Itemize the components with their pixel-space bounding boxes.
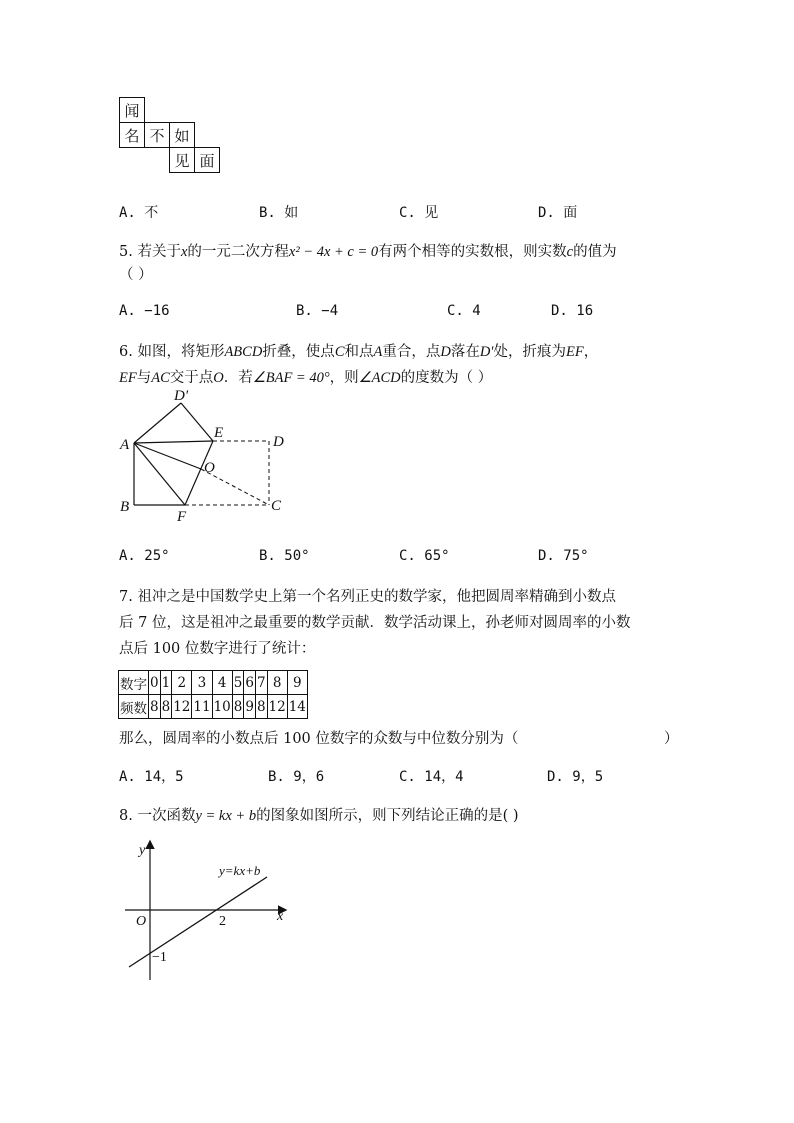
q5-option-a[interactable]: A. −16 xyxy=(119,303,170,319)
q7-stem-line1: 7. 祖冲之是中国数学史上第一个名列正史的数学家，他把圆周率精确到小数点 xyxy=(119,589,616,605)
x-axis-label: x xyxy=(277,909,284,924)
text: 的图象如图所示，则下列结论正确的是( ) xyxy=(256,808,519,824)
math-var: ABCD xyxy=(224,344,263,360)
text: 有两个相等的实数根，则实数 xyxy=(378,244,567,260)
q7-option-a[interactable]: A. 14，5 xyxy=(119,769,184,785)
table-cell: 5 xyxy=(232,671,244,695)
equation: x² − 4x + c = 0 xyxy=(288,244,379,260)
table-cell: 8 xyxy=(149,695,161,719)
q6-option-c[interactable]: C. 65° xyxy=(399,548,450,564)
text: ， xyxy=(583,344,599,360)
q7-option-b[interactable]: B. 9，6 xyxy=(268,769,325,785)
text: 折叠，使点 xyxy=(262,344,335,360)
linear-function-graph xyxy=(115,838,295,988)
table-cell: 7 xyxy=(255,671,267,695)
table-cell: 0 xyxy=(149,671,161,695)
q7-option-d[interactable]: D. 9，5 xyxy=(547,769,604,785)
math-var: EF xyxy=(119,370,137,386)
math-var: x xyxy=(180,244,188,260)
q5-option-b[interactable]: B. −4 xyxy=(296,303,339,319)
q6-stem-line1 xyxy=(119,340,598,361)
q5-option-c[interactable]: C. 4 xyxy=(447,303,481,319)
table-cell: 12 xyxy=(267,695,287,719)
math-var: A xyxy=(373,344,383,360)
label-f: F xyxy=(177,509,187,525)
table-cell: 8 xyxy=(255,695,267,719)
label-o: O xyxy=(204,460,215,476)
text: 的一元二次方程 xyxy=(187,244,289,260)
math-var: C xyxy=(334,344,345,360)
table-cell: 1 xyxy=(160,671,172,695)
q7-question-end: ） xyxy=(664,731,679,747)
q6-option-d[interactable]: D. 75° xyxy=(538,548,589,564)
q5-stem xyxy=(119,240,617,261)
x-tick-label: 2 xyxy=(219,914,226,929)
math-var: D′ xyxy=(479,344,494,360)
q4-option-d[interactable]: D. 面 xyxy=(538,205,578,221)
table-cell: 8 xyxy=(160,695,172,719)
table-cell: 14 xyxy=(287,695,307,719)
q6-option-a[interactable]: A. 25° xyxy=(119,548,170,564)
text: 处，折痕为 xyxy=(493,344,566,360)
label-d-prime: D′ xyxy=(174,388,189,404)
label-e: E xyxy=(214,425,224,441)
y-tick-label: −1 xyxy=(152,950,167,965)
text: 的度数为（ ） xyxy=(400,370,493,386)
table-cell: 12 xyxy=(172,695,192,719)
fold-rectangle-figure xyxy=(110,385,300,525)
origin-label: O xyxy=(136,914,147,929)
table-cell: 2 xyxy=(172,671,192,695)
q6-option-b[interactable]: B. 50° xyxy=(259,548,310,564)
table-cell: 3 xyxy=(192,671,212,695)
line-label: y=kx+b xyxy=(219,863,261,878)
label-b: B xyxy=(120,499,130,515)
text: 6. 如图，将矩形 xyxy=(119,344,225,360)
q7-stem-line2: 后 7 位，这是祖冲之最重要的数学贡献．数学活动课上，孙老师对圆周率的小数 xyxy=(119,615,631,631)
q5-option-d[interactable]: D. 16 xyxy=(551,303,594,319)
cube-net xyxy=(119,97,220,173)
table-cell: 8 xyxy=(232,695,244,719)
q8-stem xyxy=(119,804,519,825)
q4-option-a[interactable]: A. 不 xyxy=(119,205,159,221)
table-cell: 4 xyxy=(212,671,232,695)
table-cell: 9 xyxy=(244,695,256,719)
angle-expression: ∠BAF = 40° xyxy=(252,370,330,386)
math-var: AC xyxy=(151,370,170,386)
net-cell: 见 xyxy=(170,148,195,173)
y-axis-label: y xyxy=(139,843,146,858)
segment-ad1 xyxy=(134,403,181,443)
math-var: O xyxy=(213,370,224,386)
text: 与 xyxy=(136,370,152,386)
text: ．若 xyxy=(223,370,253,386)
text: 5. 若关于 xyxy=(119,244,181,260)
table-row xyxy=(119,695,308,719)
label-a: A xyxy=(120,437,130,453)
q4-option-b[interactable]: B. 如 xyxy=(259,205,299,221)
table-cell: 11 xyxy=(192,695,212,719)
label-d: D xyxy=(273,434,284,450)
angle-expression: ∠ACD xyxy=(358,370,401,386)
text: 和点 xyxy=(344,344,374,360)
segment-d1e xyxy=(181,403,213,441)
q5-blank: （ ） xyxy=(119,267,153,283)
table-header: 数字 xyxy=(119,671,149,695)
net-cell: 面 xyxy=(195,148,220,173)
q4-option-c[interactable]: C. 见 xyxy=(399,205,439,221)
segment-ae xyxy=(134,441,213,443)
net-cell: 如 xyxy=(170,123,195,148)
net-cell: 名 xyxy=(120,123,145,148)
text: 交于点 xyxy=(169,370,214,386)
text: 落在 xyxy=(450,344,480,360)
text: ，则 xyxy=(329,370,359,386)
pi-digit-table xyxy=(118,670,308,719)
net-cell: 不 xyxy=(145,123,170,148)
math-var: D xyxy=(440,344,451,360)
q7-stem-line3: 点后 100 位数字进行了统计： xyxy=(119,641,316,657)
net-cell: 闻 xyxy=(120,98,145,123)
q7-question: 那么，圆周率的小数点后 100 位数字的众数与中位数分别为（ xyxy=(119,731,519,747)
table-cell: 6 xyxy=(244,671,256,695)
text: 的值为 xyxy=(573,244,617,260)
math-var: c xyxy=(566,244,574,260)
table-row xyxy=(119,671,308,695)
equation: y = kx + b xyxy=(195,808,257,824)
text: 8. 一次函数 xyxy=(119,808,196,824)
table-header: 频数 xyxy=(119,695,149,719)
table-cell: 8 xyxy=(267,671,287,695)
table-cell: 10 xyxy=(212,695,232,719)
q6-stem-line2 xyxy=(119,366,492,387)
label-c: C xyxy=(271,498,282,514)
math-var: EF xyxy=(565,344,584,360)
table-cell: 9 xyxy=(287,671,307,695)
text: 重合，点 xyxy=(382,344,441,360)
q7-option-c[interactable]: C. 14，4 xyxy=(399,769,464,785)
